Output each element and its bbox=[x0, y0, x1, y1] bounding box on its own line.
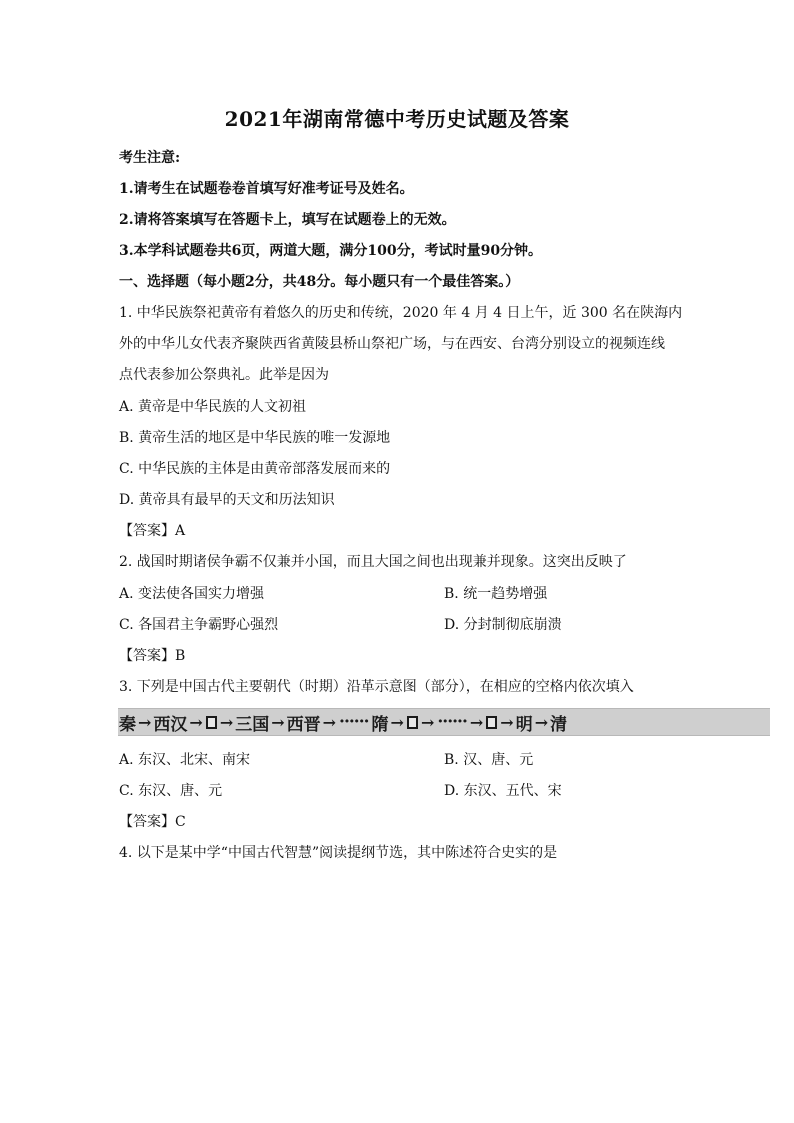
notice-item-2: 2.请将答案填写在答题卡上，填写在试题卷上的无效。 bbox=[119, 212, 456, 228]
q3-answer: 【答案】C bbox=[119, 814, 186, 830]
chain-item: 西晋 → bbox=[286, 712, 337, 735]
dynasty-chain-figure bbox=[118, 708, 770, 736]
chain-item: 隋 → bbox=[371, 712, 404, 735]
notice-item-3: 3.本学科试题卷共6页，两道大题，满分100分，考试时量90分钟。 bbox=[119, 243, 543, 259]
q3-option-b: B. 汉、唐、元 bbox=[444, 752, 534, 768]
q3-option-a: A. 东汉、北宋、南宋 bbox=[119, 752, 251, 768]
q1-option-d: D. 黄帝具有最早的天文和历法知识 bbox=[119, 492, 335, 508]
q3-option-d: D. 东汉、五代、宋 bbox=[444, 783, 562, 799]
q2-stem: 2. 战国时期诸侯争霸不仅兼并小国，而且大国之间也出现兼并现象。这突出反映了 bbox=[119, 554, 627, 570]
chain-item: 明 → bbox=[515, 712, 549, 735]
chain-item: 三国 → bbox=[235, 712, 285, 735]
chain-item: 西汉 → bbox=[153, 712, 203, 735]
q1-stem-line-3: 点代表参加公祭典礼。此举是因为 bbox=[119, 367, 329, 383]
chain-item: 秦 → bbox=[119, 712, 152, 735]
q1-stem-line-1: 1. 中华民族祭祀黄帝有着悠久的历史和传统，2020 年 4 月 4 日上午，近 300 名在陕海内 bbox=[119, 305, 683, 321]
q2-option-b: B. 统一趋势增强 bbox=[444, 586, 548, 602]
q1-option-a: A. 黄帝是中华民族的人文初祖 bbox=[119, 399, 307, 415]
chain-ellipsis: ······ bbox=[339, 712, 369, 732]
notice-item-1: 1.请考生在试题卷卷首填写好准考证号及姓名。 bbox=[119, 181, 414, 197]
chain-blank: → bbox=[405, 713, 435, 732]
q2-answer: 【答案】B bbox=[119, 648, 186, 664]
chain-blank: → bbox=[204, 713, 234, 732]
chain-ellipsis: ······ → bbox=[437, 712, 484, 732]
q1-answer: 【答案】A bbox=[119, 523, 186, 539]
q2-option-d: D. 分封制彻底崩溃 bbox=[444, 617, 562, 633]
notice-heading: 考生注意: bbox=[119, 150, 181, 166]
q1-option-c: C. 中华民族的主体是由黄帝部落发展而来的 bbox=[119, 461, 391, 477]
q3-option-c: C. 东汉、唐、元 bbox=[119, 783, 223, 799]
q1-stem-line-2: 外的中华儿女代表齐聚陕西省黄陵县桥山祭祀广场，与在西安、台湾分别设立的视频连线 bbox=[119, 336, 665, 352]
chain-blank: → bbox=[484, 713, 514, 732]
q3-stem: 3. 下列是中国古代主要朝代（时期）沿革示意图（部分），在相应的空格内依次填入 bbox=[119, 679, 634, 695]
q1-option-b: B. 黄帝生活的地区是中华民族的唯一发源地 bbox=[119, 430, 391, 446]
chain-item: 清 bbox=[550, 714, 568, 735]
q4-stem: 4. 以下是某中学“中国古代智慧”阅读提纲节选，其中陈述符合史实的是 bbox=[119, 845, 558, 861]
q2-option-a: A. 变法使各国实力增强 bbox=[119, 586, 265, 602]
section-heading: 一、选择题（每小题2分，共48分。每小题只有一个最佳答案。） bbox=[119, 274, 520, 290]
q2-option-c: C. 各国君主争霸野心强烈 bbox=[119, 617, 279, 633]
page-title: 2021年湖南常德中考历史试题及答案 bbox=[224, 107, 570, 131]
